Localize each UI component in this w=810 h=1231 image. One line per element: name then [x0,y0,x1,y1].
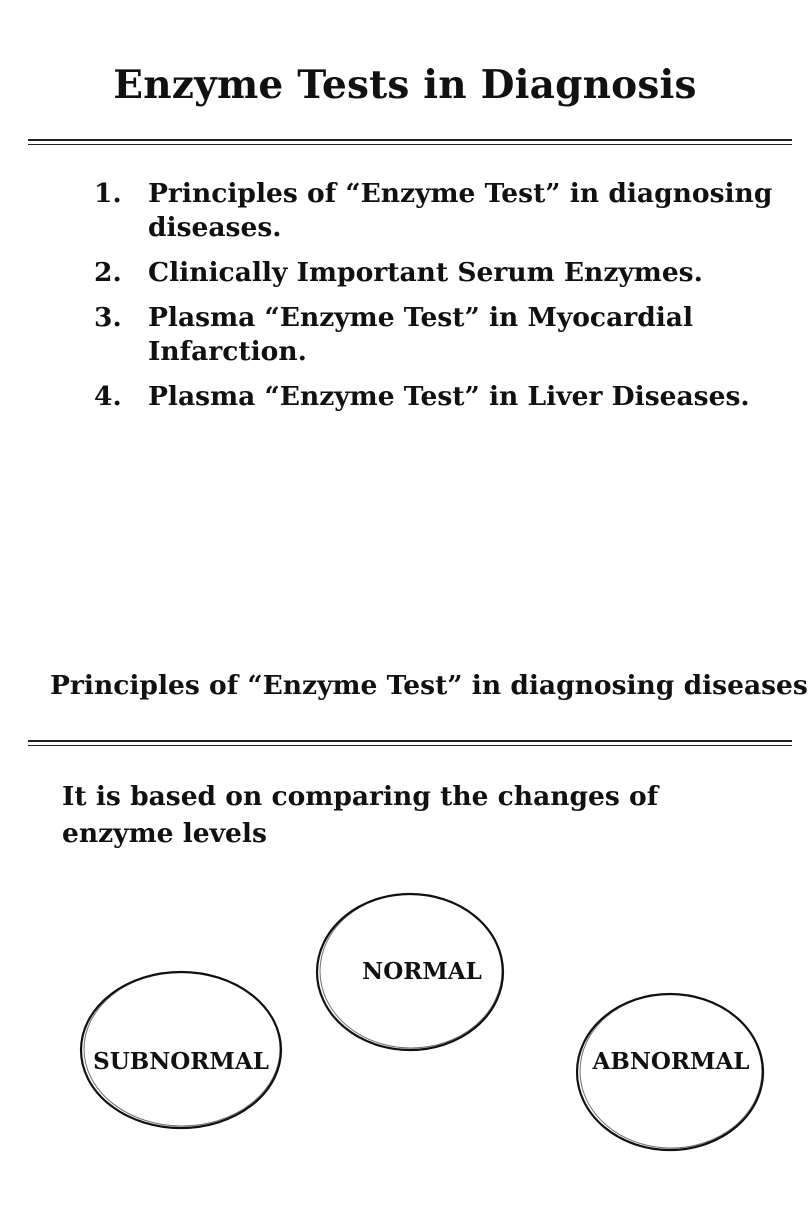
list-item [88,177,778,245]
normal-label: NORMAL [362,958,482,985]
title-divider [28,139,792,145]
list-number: 2. [94,257,122,288]
section-body: It is based on comparing the changes of enzyme levels [62,781,659,849]
subnormal-oval [81,972,281,1128]
list-text: Plasma “Enzyme Test” in Myocardial Infarction. [148,302,694,367]
list-text: Plasma “Enzyme Test” in Liver Diseases. [148,381,750,412]
list-item [88,301,778,369]
page-title: Enzyme Tests in Diagnosis [113,62,697,108]
topic-list [88,177,778,425]
section-divider [28,740,792,746]
enzyme-level-diagram [0,880,810,1180]
subnormal-label: SUBNORMAL [93,1048,269,1075]
list-number: 4. [94,381,122,412]
list-item [88,256,778,290]
normal-oval [317,894,503,1050]
abnormal-label: ABNORMAL [592,1048,750,1075]
list-text: Principles of “Enzyme Test” in diagnosing diseases. [148,178,773,243]
list-item [88,380,778,414]
list-number: 3. [94,302,122,333]
list-number: 1. [94,178,122,209]
abnormal-oval [577,994,763,1150]
list-text: Clinically Important Serum Enzymes. [148,257,703,288]
section-title: Principles of “Enzyme Test” in diagnosing diseases [50,670,808,701]
